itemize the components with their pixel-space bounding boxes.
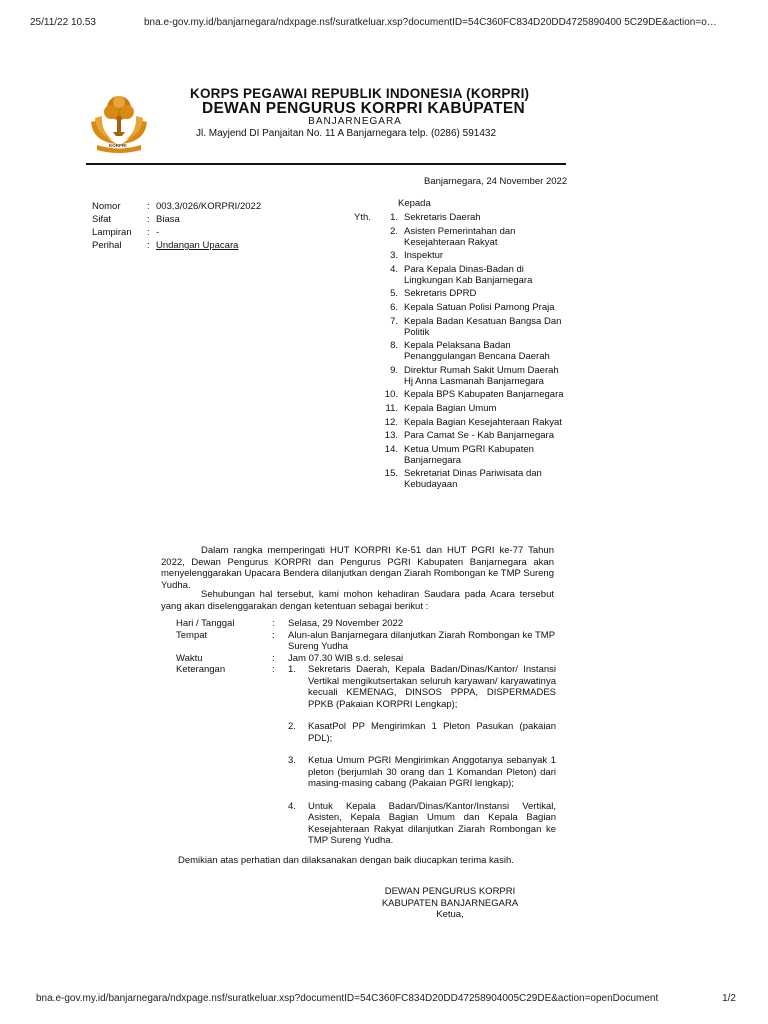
list-item: 7. Kepala Badan Kesatuan Bangsa Dan Politik (390, 315, 562, 338)
meta-label: Lampiran (92, 227, 132, 238)
event-details (176, 618, 556, 858)
korpri-logo (87, 92, 151, 154)
letterhead-region: BANJARNEGARA (308, 116, 402, 127)
letter-meta (92, 200, 261, 252)
footer-url[interactable]: bna.e-gov.my.id/banjarnegara/ndxpage.nsf/suratkeluar.xsp?documentID=54C360FC834D20DD47258904005C29DE&action=openDocument (36, 993, 659, 1004)
list-item: 14. Ketua Umum PGRI Kabupaten Banjarnegara (384, 443, 534, 466)
meta-label: Sifat (92, 214, 112, 225)
body-paragraph-1: Dalam rangka memperingati HUT KORPRI Ke-51 dan HUT PGRI ke-77 Tahun 2022, Dewan Pengurus KORPRI dan Pengurus PGRI Kabupaten Banjarnegara akan menyelenggarakan Upacara Bendera dilanjutkan dengan Ziarah Rombongan ke TMP Sureng Yudha. (161, 545, 554, 591)
list-item: 1. Sekretaris Daerah (390, 212, 481, 223)
list-item: 13. Para Camat Se - Kab Banjarnegara (384, 430, 554, 442)
meta-value: Undangan Upacara (156, 240, 239, 251)
closing-sentence: Demikian atas perhatian dan dilaksanakan dengan baik diucapkan terima kasih. (178, 855, 514, 866)
recipients-list (378, 212, 568, 493)
recipients-heading: Kepada (398, 198, 431, 209)
list-item: 6. Kepala Satuan Polisi Pamong Praja (390, 301, 555, 313)
list-item: 5. Sekretaris DPRD (390, 288, 477, 300)
letter-date: Banjarnegara, 24 November 2022 (424, 176, 568, 187)
list-item: 3. Ketua Umum PGRI Mengirimkan Anggotanya sebanyak 1 pleton (berjumlah 30 orang dan 1 Komandan Pleton) dari masing-masing cabang (Pakaian PGRI lengkap); (288, 755, 556, 789)
list-item: 8. Kepala Pelaksana Badan Penanggulangan Bencana Daerah (390, 340, 550, 363)
meta-row-sifat: Sifat : Biasa (92, 214, 180, 225)
list-item: 4. Untuk Kepala Badan/Dinas/Kantor/Instansi Vertikal, Asisten, Kepala Bagian Umum dan Kepala Bagian Kesejahteraan Rakyat dilanjutkan Ziarah Rombongan ke TMP Sureng Yudha. (288, 800, 556, 846)
print-header (30, 17, 740, 28)
letterhead-subtitle: DEWAN PENGURUS KORPRI KABUPATEN (202, 100, 526, 117)
list-item: 11. Kepala Bagian Umum (385, 402, 497, 414)
detail-row-hari: Hari / Tanggal : Selasa, 29 November 2022 (176, 618, 404, 629)
signature-title: Ketua, (436, 909, 464, 920)
detail-row-keterangan: Keterangan : 1. Sekretaris Daerah, Kepala Badan/Dinas/Kantor/ Instansi Vertikal mengikutsertakan seluruh karyawan/ karyawatinya kecuali KEMENAG, DINSOS PPPA, DISPERMADES PPKB (Pakaian KORPRI Lengkap); 2. KasatPol PP Mengirimkan 1 Pleton Pasukan (pakaian PDL); 3. Ketua Umum PGRI Mengirimkan Anggotanya sebanyak 1 pleton (berjumlah 30 orang dan 1 Komandan Pleton) dari masing-masing cabang (Pakaian PGRI lengkap); 4. Untuk Kepala Badan/Dinas/Kantor/Instansi Vertikal, Asisten, Kepala Bagian Umum dan Kepala Bagian Kesejahteraan Rakyat dilanjutkan Ziarah Rombongan ke TMP Sureng Yudha. (176, 664, 556, 858)
recipients-yth: Yth. (354, 212, 371, 223)
print-datetime: 25/11/22 10.53 (30, 17, 96, 28)
list-item: 3. Inspektur (390, 250, 444, 262)
list-item: 12. Kepala Bagian Kesejahteraan Rakyat (384, 416, 562, 428)
meta-row-nomor: Nomor : 003.3/026/KORPRI/2022 (92, 201, 262, 212)
meta-value: 003.3/026/KORPRI/2022 (156, 201, 262, 212)
meta-label: Nomor (92, 201, 121, 212)
meta-value: - (156, 227, 160, 238)
print-footer (36, 993, 736, 1004)
signature-region: KABUPATEN BANJARNEGARA (381, 897, 519, 909)
list-item: 1. Sekretaris Daerah, Kepala Badan/Dinas/Kantor/ Instansi Vertikal mengikutsertakan seluruh karyawan/ karyawatinya kecuali KEMENAG, DINSOS PPPA, DISPERMADES PPKB (Pakaian KORPRI Lengkap); (288, 664, 556, 710)
detail-row-waktu: Waktu : Jam 07.30 WIB s.d. selesai (176, 652, 404, 664)
meta-row-lampiran: Lampiran : - (92, 227, 160, 238)
detail-row-tempat: Tempat : Alun-alun Banjarnegara dilanjutkan Ziarah Rombongan ke TMP Sureng Yudha (176, 629, 555, 652)
letterhead-divider (86, 163, 566, 165)
signature-org: DEWAN PENGURUS KORPRI (384, 886, 516, 897)
list-item: 2. Asisten Pemerintahan dan Kesejahteraan Rakyat (390, 225, 516, 248)
list-item: 10. Kepala BPS Kabupaten Banjarnegara (384, 389, 564, 401)
list-item: 9. Direktur Rumah Sakit Umum Daerah Hj Anna Lasmanah Banjarnegara (390, 364, 559, 387)
print-url[interactable]: bna.e-gov.my.id/banjarnegara/ndxpage.nsf/suratkeluar.xsp?documentID=54C360FC834D20DD4725890400 5C29DE&action=o… (144, 17, 717, 28)
list-item: 2. KasatPol PP Mengirimkan 1 Pleton Pasukan (pakaian PDL); (288, 721, 556, 744)
letterhead-address: Jl. Mayjend DI Panjaitan No. 11 A Banjarnegara telp. (0286) 591432 (196, 128, 497, 139)
list-item: 4. Para Kepala Dinas-Badan di Lingkungan Kab Banjarnegara (390, 263, 533, 286)
signature-block (370, 886, 530, 921)
list-item: 15. Sekretariat Dinas Pariwisata dan Kebudayaan (384, 468, 542, 491)
meta-value: Biasa (156, 214, 180, 225)
meta-row-perihal: Perihal : Undangan Upacara (92, 240, 239, 251)
body-paragraph-2: Sehubungan hal tersebut, kami mohon kehadiran Saudara pada Acara tersebut yang akan diselenggarakan dengan ketentuan sebagai berikut : (161, 589, 554, 612)
page-number: 1/2 (722, 993, 736, 1004)
meta-label: Perihal (92, 240, 122, 251)
letterhead-title: KORPS PEGAWAI REPUBLIK INDONESIA (KORPRI) (190, 86, 530, 101)
logo-caption: KORPRI (109, 143, 127, 148)
keterangan-list (288, 664, 556, 858)
